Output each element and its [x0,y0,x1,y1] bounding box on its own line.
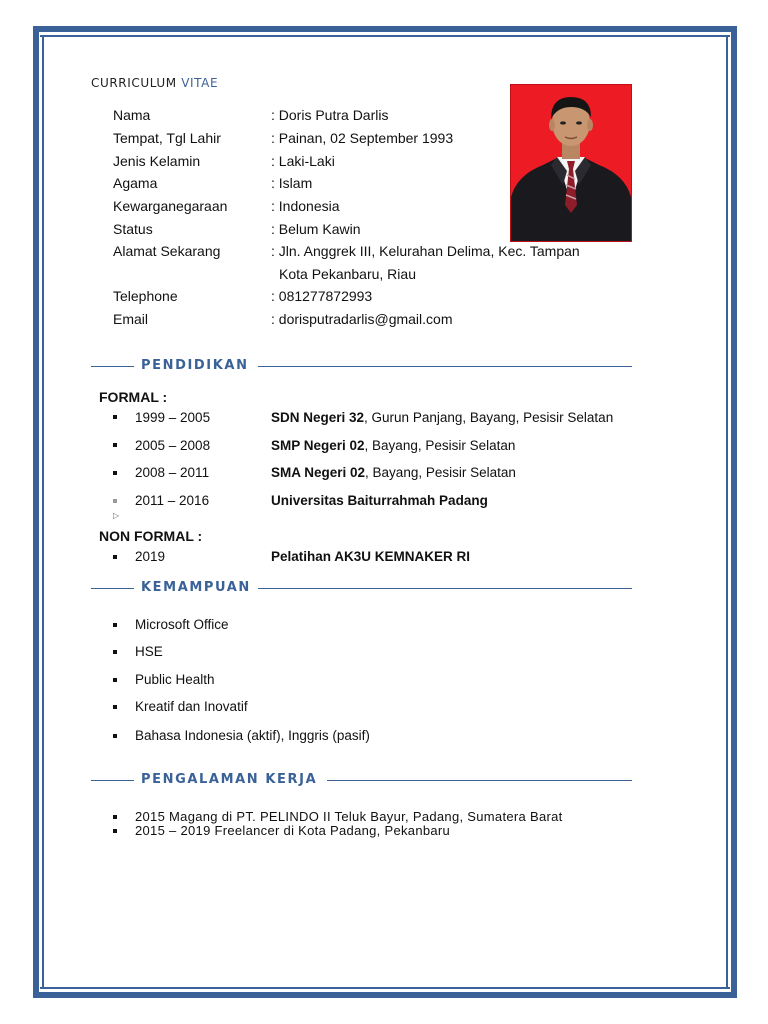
title-part-1: CURRICULUM [91,76,177,90]
info-label: Email [113,311,149,327]
info-label: Jenis Kelamin [113,153,201,169]
info-value: : Painan, 02 September 1993 [271,130,454,146]
info-label: Tempat, Tgl Lahir [113,130,221,146]
bullet [113,623,117,627]
info-label: Telephone [113,288,178,304]
info-value: : Indonesia [271,198,340,214]
bullet [113,555,117,559]
experience-item: 2015 – 2019 Freelancer di Kota Padang, Pekanbaru [135,823,451,838]
section-title-education: PENDIDIKAN [141,358,249,373]
skill-item: HSE [135,644,163,659]
section-rule-right [327,780,632,781]
info-label: Nama [113,107,151,123]
edu-school: SDN Negeri 32 [271,410,365,425]
bullet [113,829,117,833]
info-label: Agama [113,175,158,191]
info-label: Kewarganegaraan [113,198,228,214]
section-rule-left [91,588,134,589]
edu-institution [271,465,516,480]
edu-school: SMA Negeri 02 [271,465,366,480]
edu-years: 2005 – 2008 [135,438,211,453]
info-value: : Doris Putra Darlis [271,107,389,123]
edu-years: 2011 – 2016 [135,493,210,508]
info-value: : dorisputradarlis@gmail.com [271,311,453,327]
document-title [91,76,218,90]
skill-item: Microsoft Office [135,617,229,632]
info-value: : Jln. Anggrek III, Kelurahan Delima, Kec. Tampan [271,243,580,259]
edu-place: , Gurun Panjang, Bayang, Pesisir Selatan [364,410,614,425]
edu-school: Pelatihan AK3U KEMNAKER RI [271,549,471,564]
page-border-left-inner [42,37,44,989]
skill-item: Kreatif dan Inovatif [135,699,248,714]
bullet [113,705,117,709]
edu-years: 2019 [135,549,166,564]
edu-institution [271,410,613,425]
info-value: : Islam [271,175,313,191]
bullet [113,471,117,475]
page-border-right-inner [726,37,728,989]
bullet [113,678,117,682]
section-rule-right [258,366,632,367]
bullet [113,650,117,654]
address-line-2: Kota Pekanbaru, Riau [279,266,416,282]
info-value: : 081277872993 [271,288,373,304]
section-rule-left [91,780,134,781]
experience-item: 2015 Magang di PT. PELINDO II Teluk Bayur, Padang, Sumatera Barat [135,809,563,824]
profile-photo [510,84,632,242]
edu-institution [271,438,515,453]
page-border-bottom [33,992,737,998]
title-part-2: VITAE [181,76,219,90]
edu-institution [271,549,470,564]
bullet [113,499,117,503]
skill-item: Public Health [135,672,215,687]
page-border-right [731,26,737,998]
edu-years: 1999 – 2005 [135,410,211,425]
info-label: Alamat Sekarang [113,243,221,259]
bullet [113,415,117,419]
list-arrow-icon: ▷ [113,511,120,520]
edu-school: SMP Negeri 02 [271,438,365,453]
section-rule-left [91,366,134,367]
edu-institution [271,493,488,508]
page-border-top-inner [40,35,730,37]
bullet [113,734,117,738]
portrait-illustration [511,85,631,241]
section-title-experience: PENGALAMAN KERJA [141,772,318,787]
formal-heading: FORMAL : [99,389,168,405]
info-value: : Belum Kawin [271,221,361,237]
section-title-skills: KEMAMPUAN [141,580,251,595]
nonformal-heading: NON FORMAL : [99,528,203,544]
page-border-bottom-inner [40,987,730,989]
bullet [113,815,117,819]
bullet [113,443,117,447]
edu-school: Universitas Baiturrahmah Padang [271,493,488,508]
info-label: Status [113,221,153,237]
info-value: : Laki-Laki [271,153,335,169]
edu-place: , Bayang, Pesisir Selatan [364,438,516,453]
skill-item: Bahasa Indonesia (aktif), Inggris (pasif) [135,728,370,743]
edu-years: 2008 – 2011 [135,465,210,480]
page-border-top [33,26,737,32]
section-rule-right [258,588,632,589]
page-border-left [33,26,39,998]
edu-place: , Bayang, Pesisir Selatan [365,465,516,480]
